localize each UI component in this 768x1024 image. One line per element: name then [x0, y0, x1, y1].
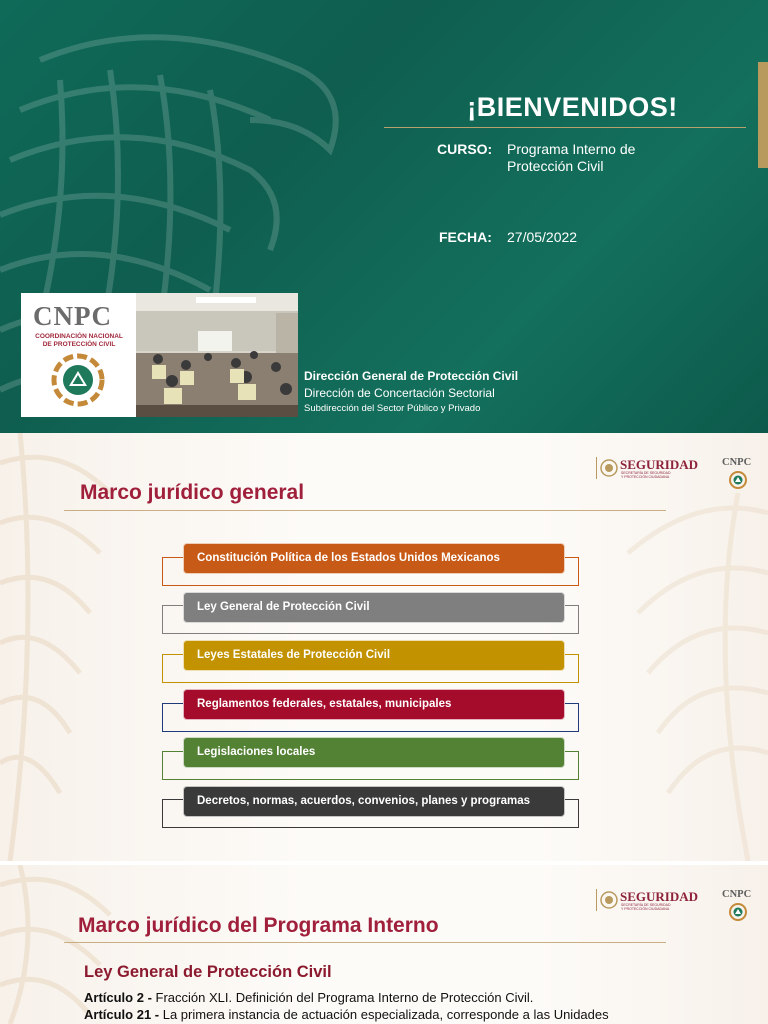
cnpc-header-logo: CNPC — [722, 889, 752, 900]
seguridad-wordmark: SEGURIDAD — [620, 889, 699, 904]
seguridad-subtitle-1: SECRETARÍA DE SEGURIDAD — [621, 471, 671, 475]
pattern-right-icon — [588, 433, 768, 861]
course-value-line2: Protección Civil — [507, 158, 604, 174]
subdirectorate-label: Subdirección del Sector Público y Privado — [304, 403, 481, 414]
title-rule — [64, 510, 666, 511]
slide-title-2: Marco jurídico del Programa Interno — [78, 914, 439, 937]
cnpc-emblem-icon — [729, 471, 747, 489]
directorate-title: Dirección General de Protección Civil — [304, 369, 519, 383]
framework-item-constitution: Constitución Política de los Estados Unidos Mexicanos — [183, 543, 565, 574]
gold-accent-bar — [758, 62, 768, 168]
cnpc-line1: COORDINACIÓN NACIONAL — [35, 333, 123, 340]
article-2-label: Artículo 2 - — [84, 990, 152, 1005]
cnpc-header-logo: CNPC — [722, 457, 752, 468]
cnpc-logo — [21, 293, 136, 417]
logo-divider — [596, 889, 597, 911]
slide-title: Marco jurídico general — [80, 481, 305, 504]
course-label: CURSO: — [437, 141, 493, 157]
article-2 — [84, 989, 768, 1006]
framework-item-decretos: Decretos, normas, acuerdos, convenios, planes y programas — [183, 786, 565, 817]
article-2-text: Fracción XLI. Definición del Programa Interno de Protección Civil. — [151, 990, 534, 1005]
seguridad-wordmark: SEGURIDAD — [620, 457, 699, 472]
seguridad-subtitle-2: Y PROTECCIÓN CIUDADANA — [621, 475, 670, 479]
directorate-subtitle: Dirección de Concertación Sectorial — [304, 386, 495, 400]
article-21-text: La primera instancia de actuación especializada, corresponde a las Unidades — [159, 1007, 609, 1022]
date-label: FECHA: — [439, 229, 492, 245]
framework-item-reglamentos: Reglamentos federales, estatales, municipales — [183, 689, 565, 720]
welcome-slide — [0, 0, 768, 433]
framework-item-legislaciones: Legislaciones locales — [183, 737, 565, 768]
cnpc-emblem-icon — [729, 903, 747, 921]
seguridad-subtitle-1: SECRETARÍA DE SEGURIDAD — [621, 903, 671, 907]
legal-framework-slide — [0, 433, 768, 861]
header-logos — [588, 433, 768, 493]
header-logos-2 — [588, 865, 768, 925]
date-value: 27/05/2022 — [507, 229, 578, 245]
article-21 — [84, 1006, 738, 1023]
cnpc-line2: DE PROTECCIÓN CIVIL — [42, 341, 116, 348]
article-21-label: Artículo 21 - — [84, 1007, 160, 1022]
ley-general-heading: Ley General de Protección Civil — [84, 963, 332, 981]
welcome-divider — [384, 127, 746, 128]
civil-protection-emblem-icon — [51, 353, 105, 407]
welcome-heading: ¡BIENVENIDOS! — [467, 92, 678, 122]
framework-item-ley-general: Ley General de Protección Civil — [183, 592, 565, 623]
logo-divider — [596, 457, 597, 479]
title-rule-2 — [64, 942, 666, 943]
classroom-photo — [136, 293, 298, 417]
cnpc-acronym: CNPC — [33, 301, 112, 331]
mexico-seal-icon — [600, 891, 618, 909]
seguridad-subtitle-2: Y PROTECCIÓN CIUDADANA — [621, 907, 670, 911]
classroom-photo-image — [136, 293, 298, 417]
course-value-line1: Programa Interno de — [507, 141, 636, 157]
cnpc-fullname — [25, 333, 133, 349]
mexico-seal-icon — [600, 459, 618, 477]
framework-item-leyes-estatales: Leyes Estatales de Protección Civil — [183, 640, 565, 671]
